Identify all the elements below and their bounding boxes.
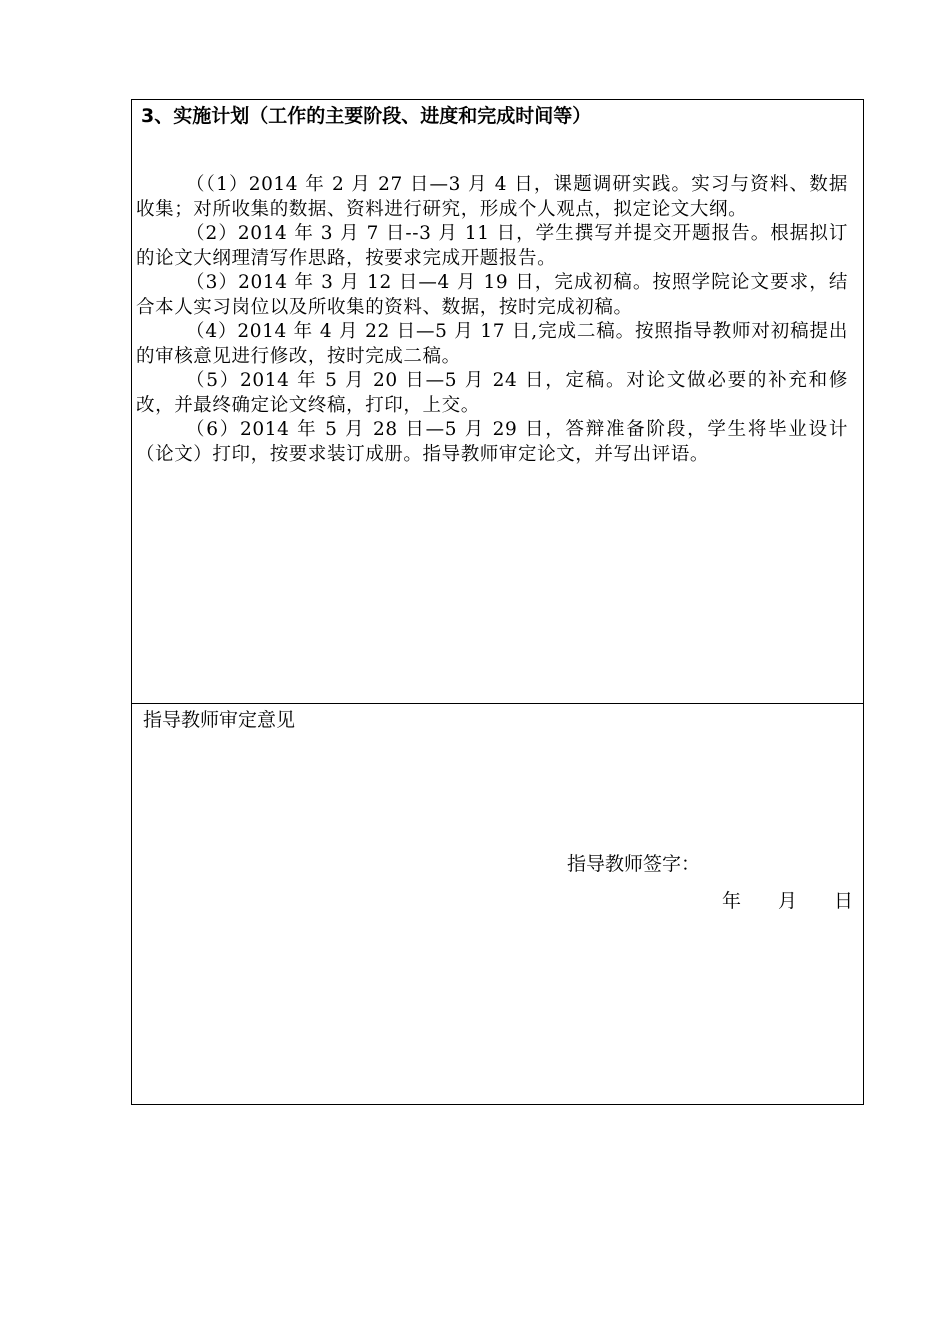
date-year-label: 年 — [722, 890, 742, 912]
plan-item-4: （4）2014 年 4 月 22 日—5 月 17 日,完成二稿。按照指导教师对初稿提出的审核意见进行修改，按时完成二稿。 — [136, 321, 848, 367]
plan-item-1: （（1）2014 年 2 月 27 日—3 月 4 日，课题调研实践。实习与资料、数据收集；对所收集的数据、资料进行研究，形成个人观点，拟定论文大纲。 — [136, 174, 848, 220]
plan-item-6: （6）2014 年 5 月 28 日—5 月 29 日，答辩准备阶段，学生将毕业设计（论文）打印，按要求装订成册。指导教师审定论文，并写出评语。 — [136, 419, 848, 465]
advisor-signature-label: 指导教师签字： — [567, 853, 701, 875]
plan-body — [136, 173, 848, 467]
advisor-review-cell — [132, 704, 863, 1104]
implementation-plan-cell — [132, 100, 863, 704]
plan-item-5: （5）2014 年 5 月 20 日—5 月 24 日，定稿。对论文做必要的补充和修改，并最终确定论文终稿，打印，上交。 — [136, 370, 848, 416]
plan-item-3: （3）2014 年 3 月 12 日—4 月 19 日，完成初稿。按照学院论文要求，结合本人实习岗位以及所收集的资料、数据，按时完成初稿。 — [136, 272, 848, 318]
section-heading: 3、实施计划（工作的主要阶段、进度和完成时间等） — [141, 105, 592, 127]
proposal-form-table — [131, 99, 864, 1105]
date-day-label: 日 — [834, 890, 854, 912]
review-title: 指导教师审定意见 — [143, 709, 296, 731]
signature-date-line — [722, 888, 858, 914]
date-month-label: 月 — [778, 890, 798, 912]
plan-item-2: （2）2014 年 3 月 7 日--3 月 11 日，学生撰写并提交开题报告。根据拟订的论文大纲理清写作思路，按要求完成开题报告。 — [136, 223, 848, 269]
